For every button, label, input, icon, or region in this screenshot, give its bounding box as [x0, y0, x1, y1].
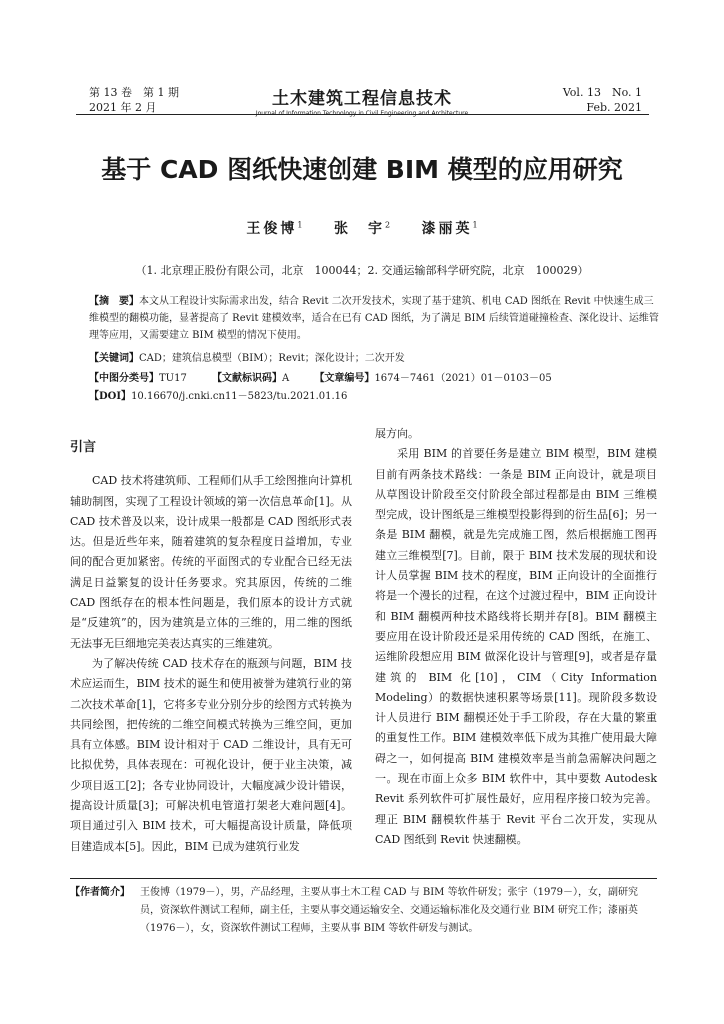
volume-en: Vol. 13 No. 1 [562, 86, 642, 99]
paper-title: 基于 CAD 图纸快速创建 BIM 模型的应用研究 [101, 155, 623, 184]
footer-rule [70, 878, 657, 879]
author-bio-footnote [70, 884, 657, 938]
date-en: Feb. 2021 [586, 101, 642, 114]
body-column-right [375, 424, 657, 850]
doi-label: 【DOI】 [89, 391, 132, 402]
doc-code-label: 【文献标识码】 [212, 373, 283, 384]
author-name: 漆丽英 [421, 221, 473, 237]
volume-cn: 第 13 卷 第 1 期 [89, 86, 179, 99]
keywords [89, 350, 661, 367]
abstract-text: 本文从工程设计实际需求出发，结合 Revit 二次开发技术，实现了基于建筑、机电 CAD 图纸在 Revit 中快速生成三维模型的翻模功能，显著提高了 Revit 建模效率，适合在已有 CAD 图纸，为了满足 BIM 后续管道碰撞检查、深化设计、运维管理等应用，又需要建立 BIM 模型的情况下使用。 [89, 296, 659, 341]
author-affil-mark: 1 [297, 220, 303, 230]
article-number-value: 1674－7461（2021）01－0103－05 [374, 373, 552, 384]
author-affil-mark: 1 [472, 220, 478, 230]
body-paragraph: 为了解决传统 CAD 技术存在的瓶颈与问题，BIM 技术应运而生，BIM 技术的诞生和使用被誉为建筑行业的第二次技术革命[1]，它将多专业分别分步的绘图方式转换为共同绘图，把传统的二维空间模式转换为三维空间，更加具有立体感。BIM 设计相对于 CAD 二维设计，具有无可比拟优势，具体表现在：可视化设计，便于业主决策，减少项目返工[2]；各专业协同设计，大幅度减少设计错误，提高设计质量[3]；可解决机电管道打架老大难问题[4]。项目通过引入 BIM 技术，可大幅提高设计质量，降低项目建造成本[5]。因此，BIM 已成为建筑行业发 [70, 656, 352, 853]
section-heading: 引言 [70, 440, 97, 455]
body-paragraph: 采用 BIM 的首要任务是建立 BIM 模型，BIM 建模目前有两条技术路线：一条是 BIM 正向设计，就是项目从草图设计阶段至交付阶段全部过程都是由 BIM 三维模型完成，设计图纸是三维模型投影得到的衍生品[6]；另一条是 BIM 翻模，就是先完成施工图，然后根据施工图再建立三维模型[7]。目前，限于 BIM 技术发展的现状和设计人员掌握 BIM 技术的程度，BIM 正向设计的全面推行将是一个漫长的过程，在这个过渡过程中，BIM 正向设计和 BIM 翻模两种技术路线将长期并存[8]。BIM 翻模主要应用在设计阶段还是采用传统的 CAD 图纸，在施工、运维阶段想应用 BIM 做深化设计与管理[9]，或者是存量建筑的 BIM 化[10]，CIM（City Information Modeling）的数据快速积累等场景[11]。现阶段多数设计人员进行 BIM 翻模还处于手工阶段，存在大量的繁重的重复性工作。BIM 建模效率低下成为其推广使用最大障碍之一，如何提高 BIM 建模效率是当前急需解决问题之一。现在市面上众多 BIM 软件中，其中要数 Autodesk Revit 系列软件可扩展性最好，应用程序接口较为完善。理正 BIM 翻模软件基于 Revit 平台二次开发，实现从 CAD 图纸到 Revit 快速翻模。 [375, 447, 657, 846]
body-paragraph: CAD 技术将建筑师、工程师们从手工绘图推向计算机辅助制图，实现了工程设计领域的第一次信息革命[1]。从 CAD 技术普及以来，设计成果一般都是 CAD 图纸形式表达。但是近些年来，随着建筑的复杂程度日益增加，专业间的配合更加紧密。传统的平面图式的专业配合已经无法满足日益繁复的设计任务要求。究其原因，传统的二维 CAD 图纸存在的根本性问题是，我们原本的设计方式就是“反建筑”的，因为建筑是立体的三维的，用二维的图纸无法事无巨细地完美表达真实的三维建筑。 [70, 474, 352, 650]
header-issue-en [563, 85, 642, 115]
body-paragraph: 展方向。 [375, 427, 419, 440]
doc-code-value: A [282, 373, 290, 384]
doi-value: 10.16670/j.cnki.cn11－5823/tu.2021.01.16 [131, 391, 348, 402]
author-affil-mark: 2 [384, 220, 391, 230]
keywords-text: CAD；建筑信息模型（BIM）；Revit；深化设计；二次开发 [139, 353, 405, 364]
journal-title-en: Journal of Information Technology in Civil Engineering and Architecture [255, 110, 469, 117]
author-name: 王俊博 [246, 221, 298, 237]
author-name: 张 宇 [333, 221, 385, 237]
body-column-left [70, 424, 352, 857]
doi-line [89, 388, 661, 405]
header-rule [76, 114, 649, 115]
abstract [89, 293, 661, 344]
clc-value: TU17 [159, 373, 187, 384]
date-cn: 2021 年 2 月 [89, 101, 157, 114]
keywords-label: 【关键词】 [89, 353, 139, 364]
author-bio-text: 王俊博（1979－），男，产品经理，主要从事土木工程 CAD 与 BIM 等软件研发；张宇（1979－），女，副研究员，资深软件测试工程师，副主任，主要从事交通运输安全、交通运输标准化及交通行业 BIM 研究工作；漆丽英（1976－），女，资深软件测试工程师，主要从事 BIM 等软件研发与测试。 [140, 887, 639, 934]
abstract-label: 【摘 要】 [89, 296, 139, 307]
journal-title-cn: 土木建筑工程信息技术 [272, 89, 452, 109]
author-list [0, 218, 724, 238]
classification-line [89, 370, 661, 387]
article-number-label: 【文章编号】 [314, 373, 375, 384]
affiliation: （1. 北京理正股份有限公司，北京 100044；2. 交通运输部科学研究院，北京 100029） [135, 264, 589, 277]
author-bio-label: 【作者简介】 [70, 887, 130, 898]
clc-label: 【中图分类号】 [89, 373, 159, 384]
